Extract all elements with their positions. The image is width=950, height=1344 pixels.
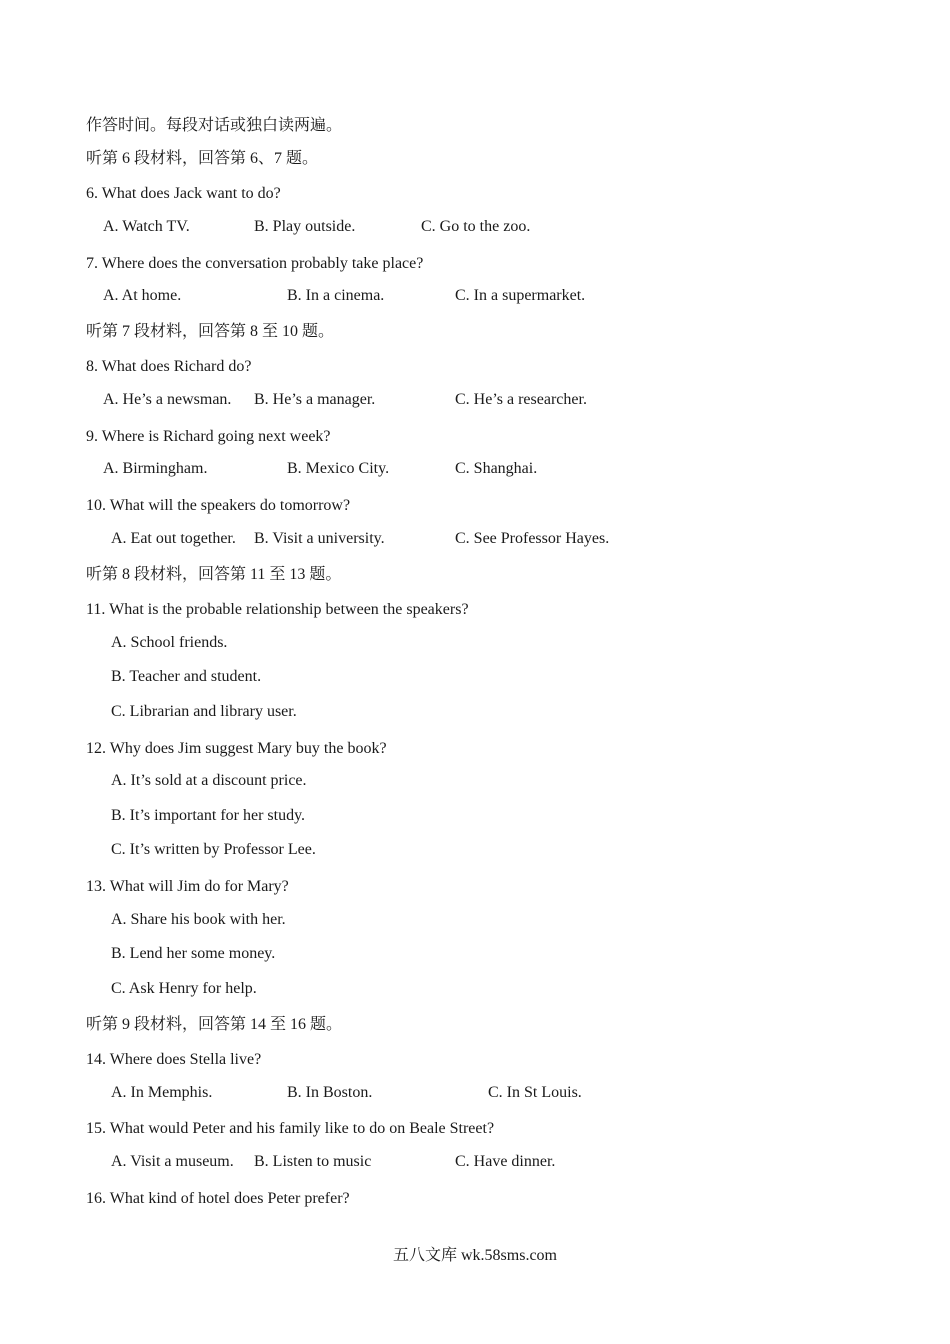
- q15-option-b: B. Listen to music: [254, 1153, 372, 1170]
- q14-option-a: A. In Memphis.: [111, 1084, 213, 1101]
- section-heading-8: 听第 8 段材料，回答第 11 至 13 题。: [86, 566, 342, 583]
- q7-option-c: C. In a supermarket.: [455, 287, 586, 304]
- q6-option-a: A. Watch TV.: [103, 218, 190, 235]
- q9-option-a: A. Birmingham.: [103, 460, 208, 477]
- question-10: 10. What will the speakers do tomorrow?: [86, 497, 351, 514]
- q15-option-c: C. Have dinner.: [455, 1153, 556, 1170]
- question-7: 7. Where does the conversation probably take place?: [86, 255, 424, 272]
- question-11: 11. What is the probable relationship between the speakers?: [86, 601, 469, 618]
- q11-option-a: A. School friends.: [111, 634, 228, 651]
- q8-option-c: C. He’s a researcher.: [455, 391, 587, 408]
- q12-option-a: A. It’s sold at a discount price.: [111, 772, 307, 789]
- section-heading-9: 听第 9 段材料，回答第 14 至 16 题。: [86, 1016, 343, 1033]
- q13-option-b: B. Lend her some money.: [111, 945, 276, 962]
- q12-option-c: C. It’s written by Professor Lee.: [111, 841, 316, 858]
- q8-option-b: B. He’s a manager.: [254, 391, 376, 408]
- question-8: 8. What does Richard do?: [86, 358, 252, 375]
- q13-option-a: A. Share his book with her.: [111, 911, 286, 928]
- q10-option-b: B. Visit a university.: [254, 530, 385, 547]
- q6-option-b: B. Play outside.: [254, 218, 356, 235]
- q7-option-b: B. In a cinema.: [287, 287, 385, 304]
- q11-option-b: B. Teacher and student.: [111, 668, 262, 685]
- q14-option-c: C. In St Louis.: [488, 1084, 582, 1101]
- question-6: 6. What does Jack want to do?: [86, 185, 281, 202]
- q10-option-a: A. Eat out together.: [111, 530, 236, 547]
- section-heading-6: 听第 6 段材料，回答第 6、7 题。: [86, 150, 319, 167]
- q9-option-b: B. Mexico City.: [287, 460, 390, 477]
- section-heading-7: 听第 7 段材料，回答第 8 至 10 题。: [86, 323, 335, 340]
- q6-option-c: C. Go to the zoo.: [421, 218, 531, 235]
- intro-text: 作答时间。每段对话或独白读两遍。: [86, 117, 343, 134]
- q12-option-b: B. It’s important for her study.: [111, 807, 306, 824]
- question-9: 9. Where is Richard going next week?: [86, 428, 331, 445]
- q11-option-c: C. Librarian and library user.: [111, 703, 297, 720]
- page-footer: 五八文库 wk.58sms.com: [392, 1247, 557, 1264]
- q9-option-c: C. Shanghai.: [455, 460, 538, 477]
- q13-option-c: C. Ask Henry for help.: [111, 980, 257, 997]
- q14-option-b: B. In Boston.: [287, 1084, 373, 1101]
- q15-option-a: A. Visit a museum.: [111, 1153, 234, 1170]
- q10-option-c: C. See Professor Hayes.: [455, 530, 610, 547]
- question-12: 12. Why does Jim suggest Mary buy the book?: [86, 740, 387, 757]
- q8-option-a: A. He’s a newsman.: [103, 391, 232, 408]
- question-16: 16. What kind of hotel does Peter prefer?: [86, 1190, 350, 1207]
- question-13: 13. What will Jim do for Mary?: [86, 878, 289, 895]
- question-15: 15. What would Peter and his family like to do on Beale Street?: [86, 1120, 495, 1137]
- q7-option-a: A. At home.: [103, 287, 182, 304]
- question-14: 14. Where does Stella live?: [86, 1051, 262, 1068]
